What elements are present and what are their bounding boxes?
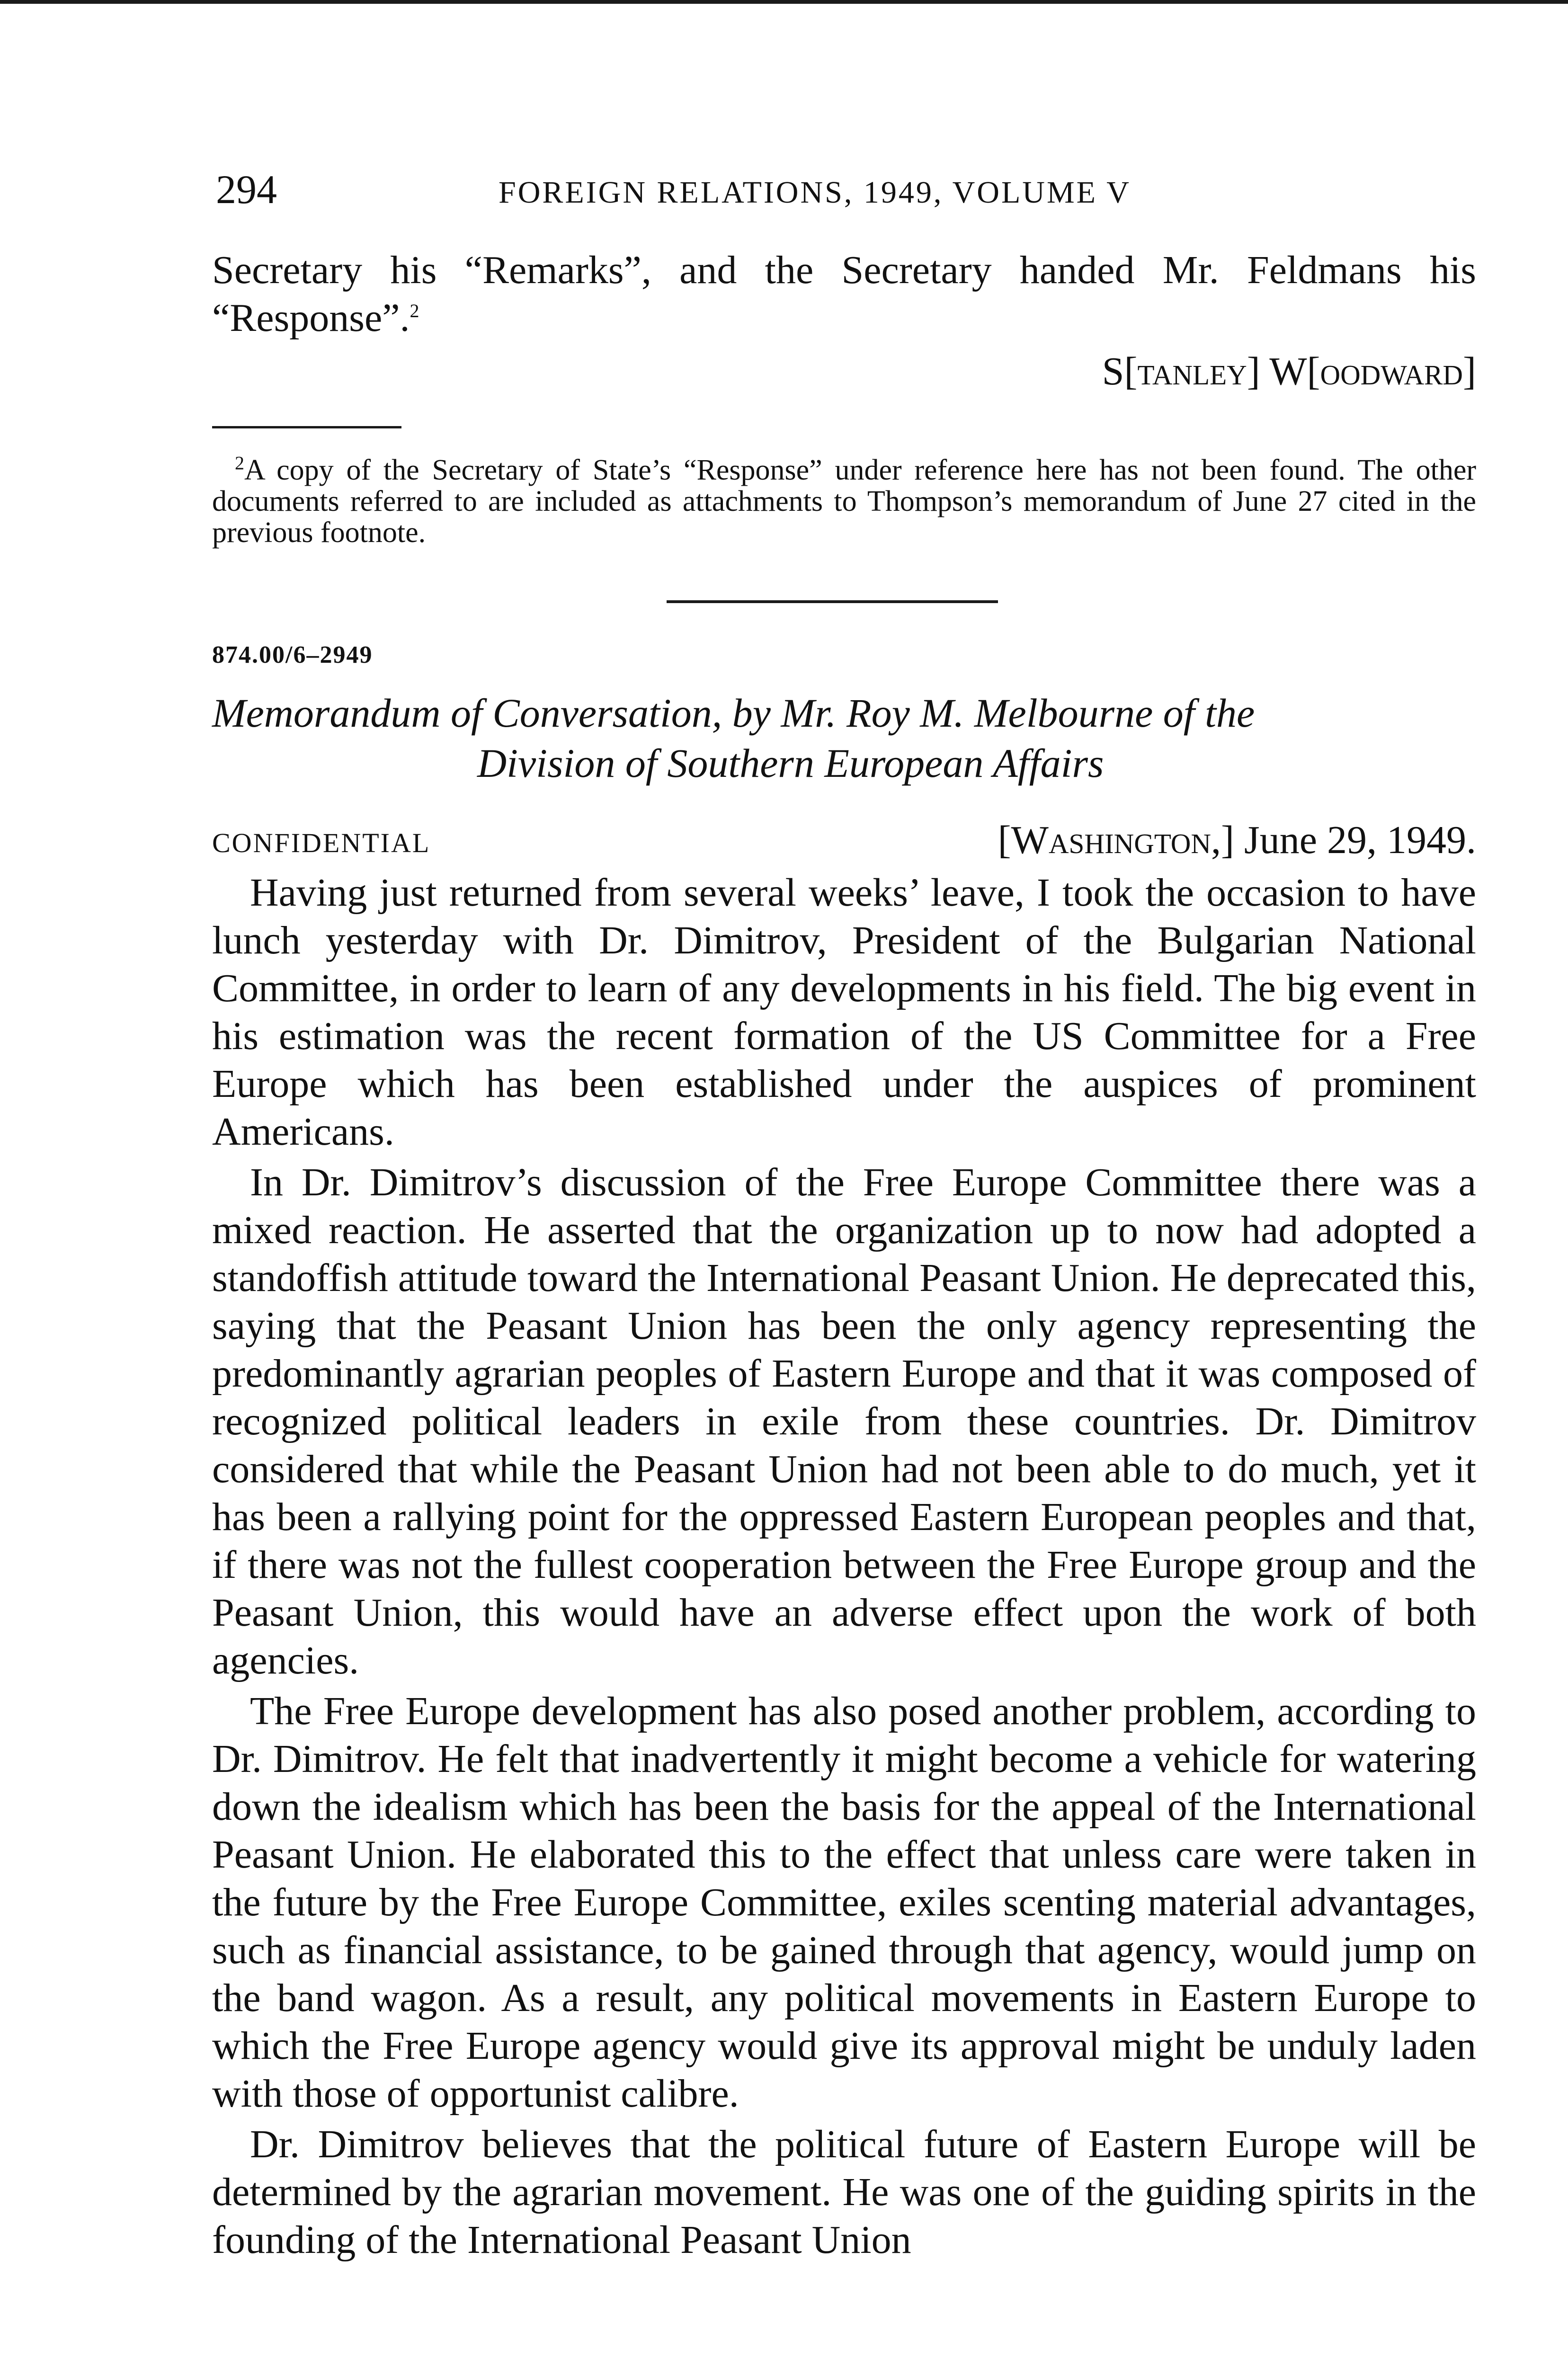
running-title: FOREIGN RELATIONS, 1949, VOLUME V (499, 175, 1131, 210)
document-title-line2: Division of Southern European Affairs (477, 740, 1104, 786)
paragraph-3: The Free Europe development has also posed another problem, according to Dr. Dimitrov. He felt that inadvertently it might become a vehicle for watering down the idealism which has been the basis for the appeal of the International Peasant Union. He elaborated this to the effect that unless care were taken in the future by the Free Europe Committee, exiles scenting material advantages, such as financial assistance, to be gained through that agency, would jump on the band wagon. As a result, any political movements in Eastern Europe to which the Free Europe agency would give its approval might be unduly laden with those of opportunist calibre. (212, 1689, 1476, 2116)
classification-label: CONFIDENTIAL (212, 828, 431, 858)
dateline-place: Washington (1011, 818, 1212, 862)
paragraph-1: Having just returned from several weeks’ leave, I took the occasion to have lunch yesterday with Dr. Dimitrov, President of the Bulgarian National Committee, in order to learn of any developments in his field. The big event in his estimation was the recent formation of the US Committee for a Free Europe which has been established under the auspices of prominent Americans. (212, 871, 1476, 1154)
document-meta (212, 817, 1476, 869)
footnote-reference: 2 (410, 300, 419, 321)
running-header (212, 166, 1476, 218)
document-title-line1: Memorandum of Conversation, by Mr. Roy M. Melbourne of the (212, 690, 1255, 736)
footnote-rule (212, 426, 401, 428)
footnote-marker: 2 (235, 452, 244, 474)
paragraph-4: Dr. Dimitrov believes that the political future of Eastern Europe will be determined by the agrarian movement. He was one of the guiding spirits in the founding of the International Peasant Union (212, 2122, 1476, 2262)
footnote (212, 454, 1476, 548)
footnote-text: A copy of the Secretary of State’s “Response” under reference here has not been found. The other documents referred to are included as attachments to Thompson’s memorandum of June 27 cited in the previous footnote. (212, 454, 1476, 549)
signature-initial-w: W (1269, 349, 1307, 393)
paragraph-2: In Dr. Dimitrov’s discussion of the Free Europe Committee there was a mixed reaction. He asserted that the organization up to now had adopted a standoffish attitude toward the International Peasant Union. He deprecated this, saying that the Peasant Union has been the only agency representing the predominantly agrarian peoples of Eastern Europe and that it was composed of recognized political leaders in exile from these countries. Dr. Dimitrov considered that while the Peasant Union had not been able to do much, yet it has been a rallying point for the oppressed Eastern European peoples and that, if there was not the fullest cooperation between the Free Europe group and the Peasant Union, this would have an adverse effect upon the work of both agencies. (212, 1160, 1476, 1682)
top-edge-rule (0, 0, 1568, 4)
file-number: 874.00/6–2949 (212, 641, 373, 668)
document-page (212, 166, 1476, 2264)
document-title (212, 688, 1476, 788)
signature-rest-s: tanley (1137, 349, 1247, 393)
dateline: [Washington,] June 29, 1949. (998, 818, 1476, 862)
signature-rest-w: oodward (1320, 349, 1463, 393)
page-number: 294 (216, 167, 277, 212)
signature-initial-s: S (1102, 349, 1124, 393)
continued-paragraph (212, 246, 1476, 342)
dateline-date: June 29, 1949. (1244, 818, 1476, 862)
signature: S[tanley] W[oodward] (1102, 349, 1476, 393)
continued-text: Secretary his “Remarks”, and the Secretary handed Mr. Feldmans his “Response”. (212, 248, 1476, 340)
section-separator (667, 600, 998, 603)
